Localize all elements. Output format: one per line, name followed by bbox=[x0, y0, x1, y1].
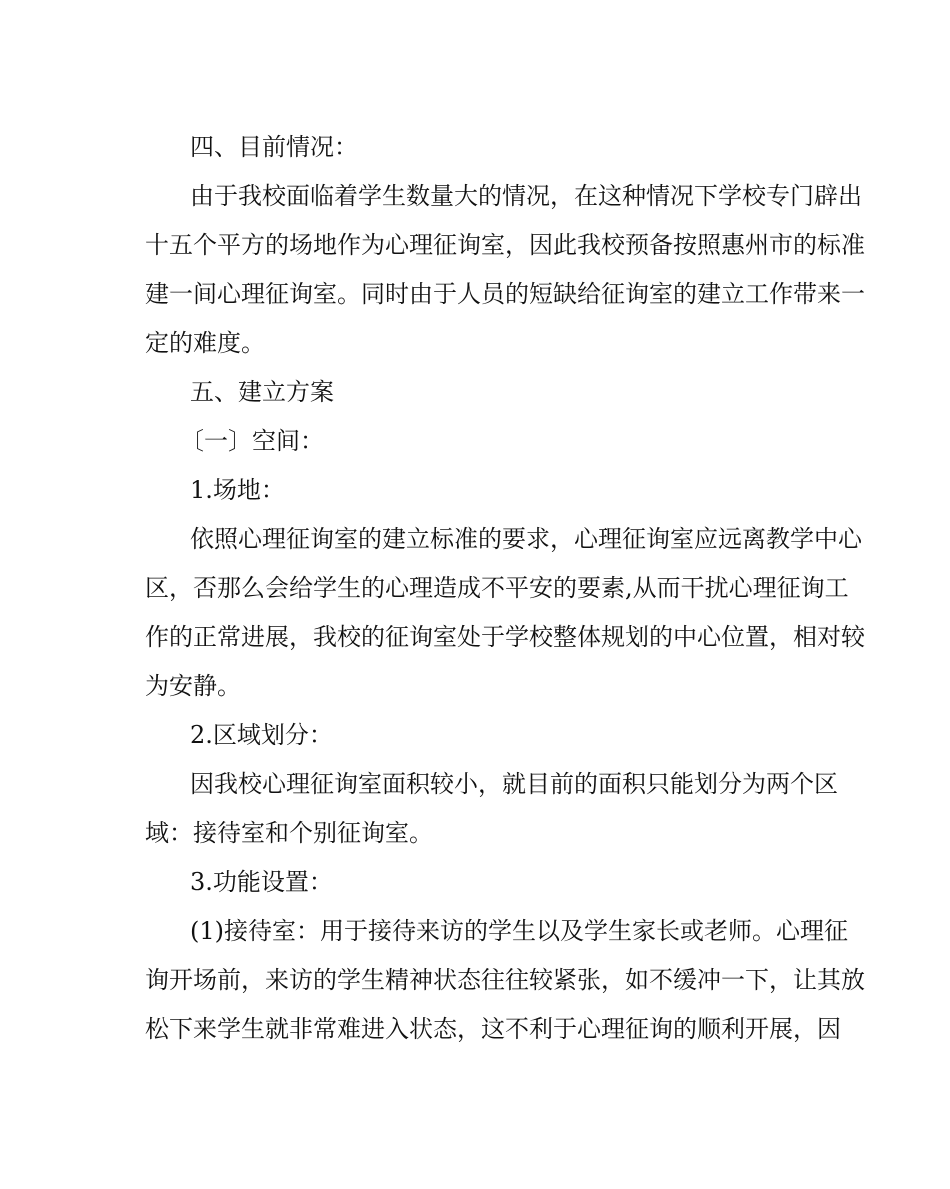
paragraph-line: 询开场前，来访的学生精神状态往往较紧张，如不缓冲一下，让其放 bbox=[145, 966, 865, 994]
subsection-heading-space: 〔一〕空间： bbox=[180, 427, 324, 455]
paragraph-line: 十五个平方的场地作为心理征询室，因此我校预备按照惠州市的标准 bbox=[145, 231, 865, 259]
item-heading-function-settings: 3.功能设置： bbox=[190, 868, 333, 896]
paragraph-line: (1)接待室：用于接待来访的学生以及学生家长或老师。心理征 bbox=[190, 917, 848, 945]
paragraph-line: 松下来学生就非常难进入状态，这不利于心理征询的顺利开展，因 bbox=[145, 1015, 841, 1043]
item-heading-area-division: 2.区域划分： bbox=[190, 721, 333, 749]
paragraph-line: 为安静。 bbox=[145, 672, 241, 700]
paragraph-line: 建一间心理征询室。同时由于人员的短缺给征询室的建立工作带来一 bbox=[145, 280, 865, 308]
item-heading-site: 1.场地： bbox=[190, 476, 285, 504]
paragraph-line: 依照心理征询室的建立标准的要求，心理征询室应远离教学中心 bbox=[190, 525, 862, 553]
paragraph-line: 定的难度。 bbox=[145, 329, 265, 357]
paragraph-line: 因我校心理征询室面积较小，就目前的面积只能划分为两个区 bbox=[190, 770, 838, 798]
paragraph-line: 作的正常进展，我校的征询室处于学校整体规划的中心位置，相对较 bbox=[145, 623, 865, 651]
section-heading-plan: 五、建立方案 bbox=[190, 378, 334, 406]
paragraph-line: 由于我校面临着学生数量大的情况，在这种情况下学校专门辟出 bbox=[190, 182, 862, 210]
paragraph-line: 域：接待室和个别征询室。 bbox=[145, 819, 433, 847]
paragraph-line: 区，否那么会给学生的心理造成不平安的要素,从而干扰心理征询工 bbox=[145, 574, 849, 602]
section-heading-current-situation: 四、目前情况： bbox=[190, 133, 358, 161]
